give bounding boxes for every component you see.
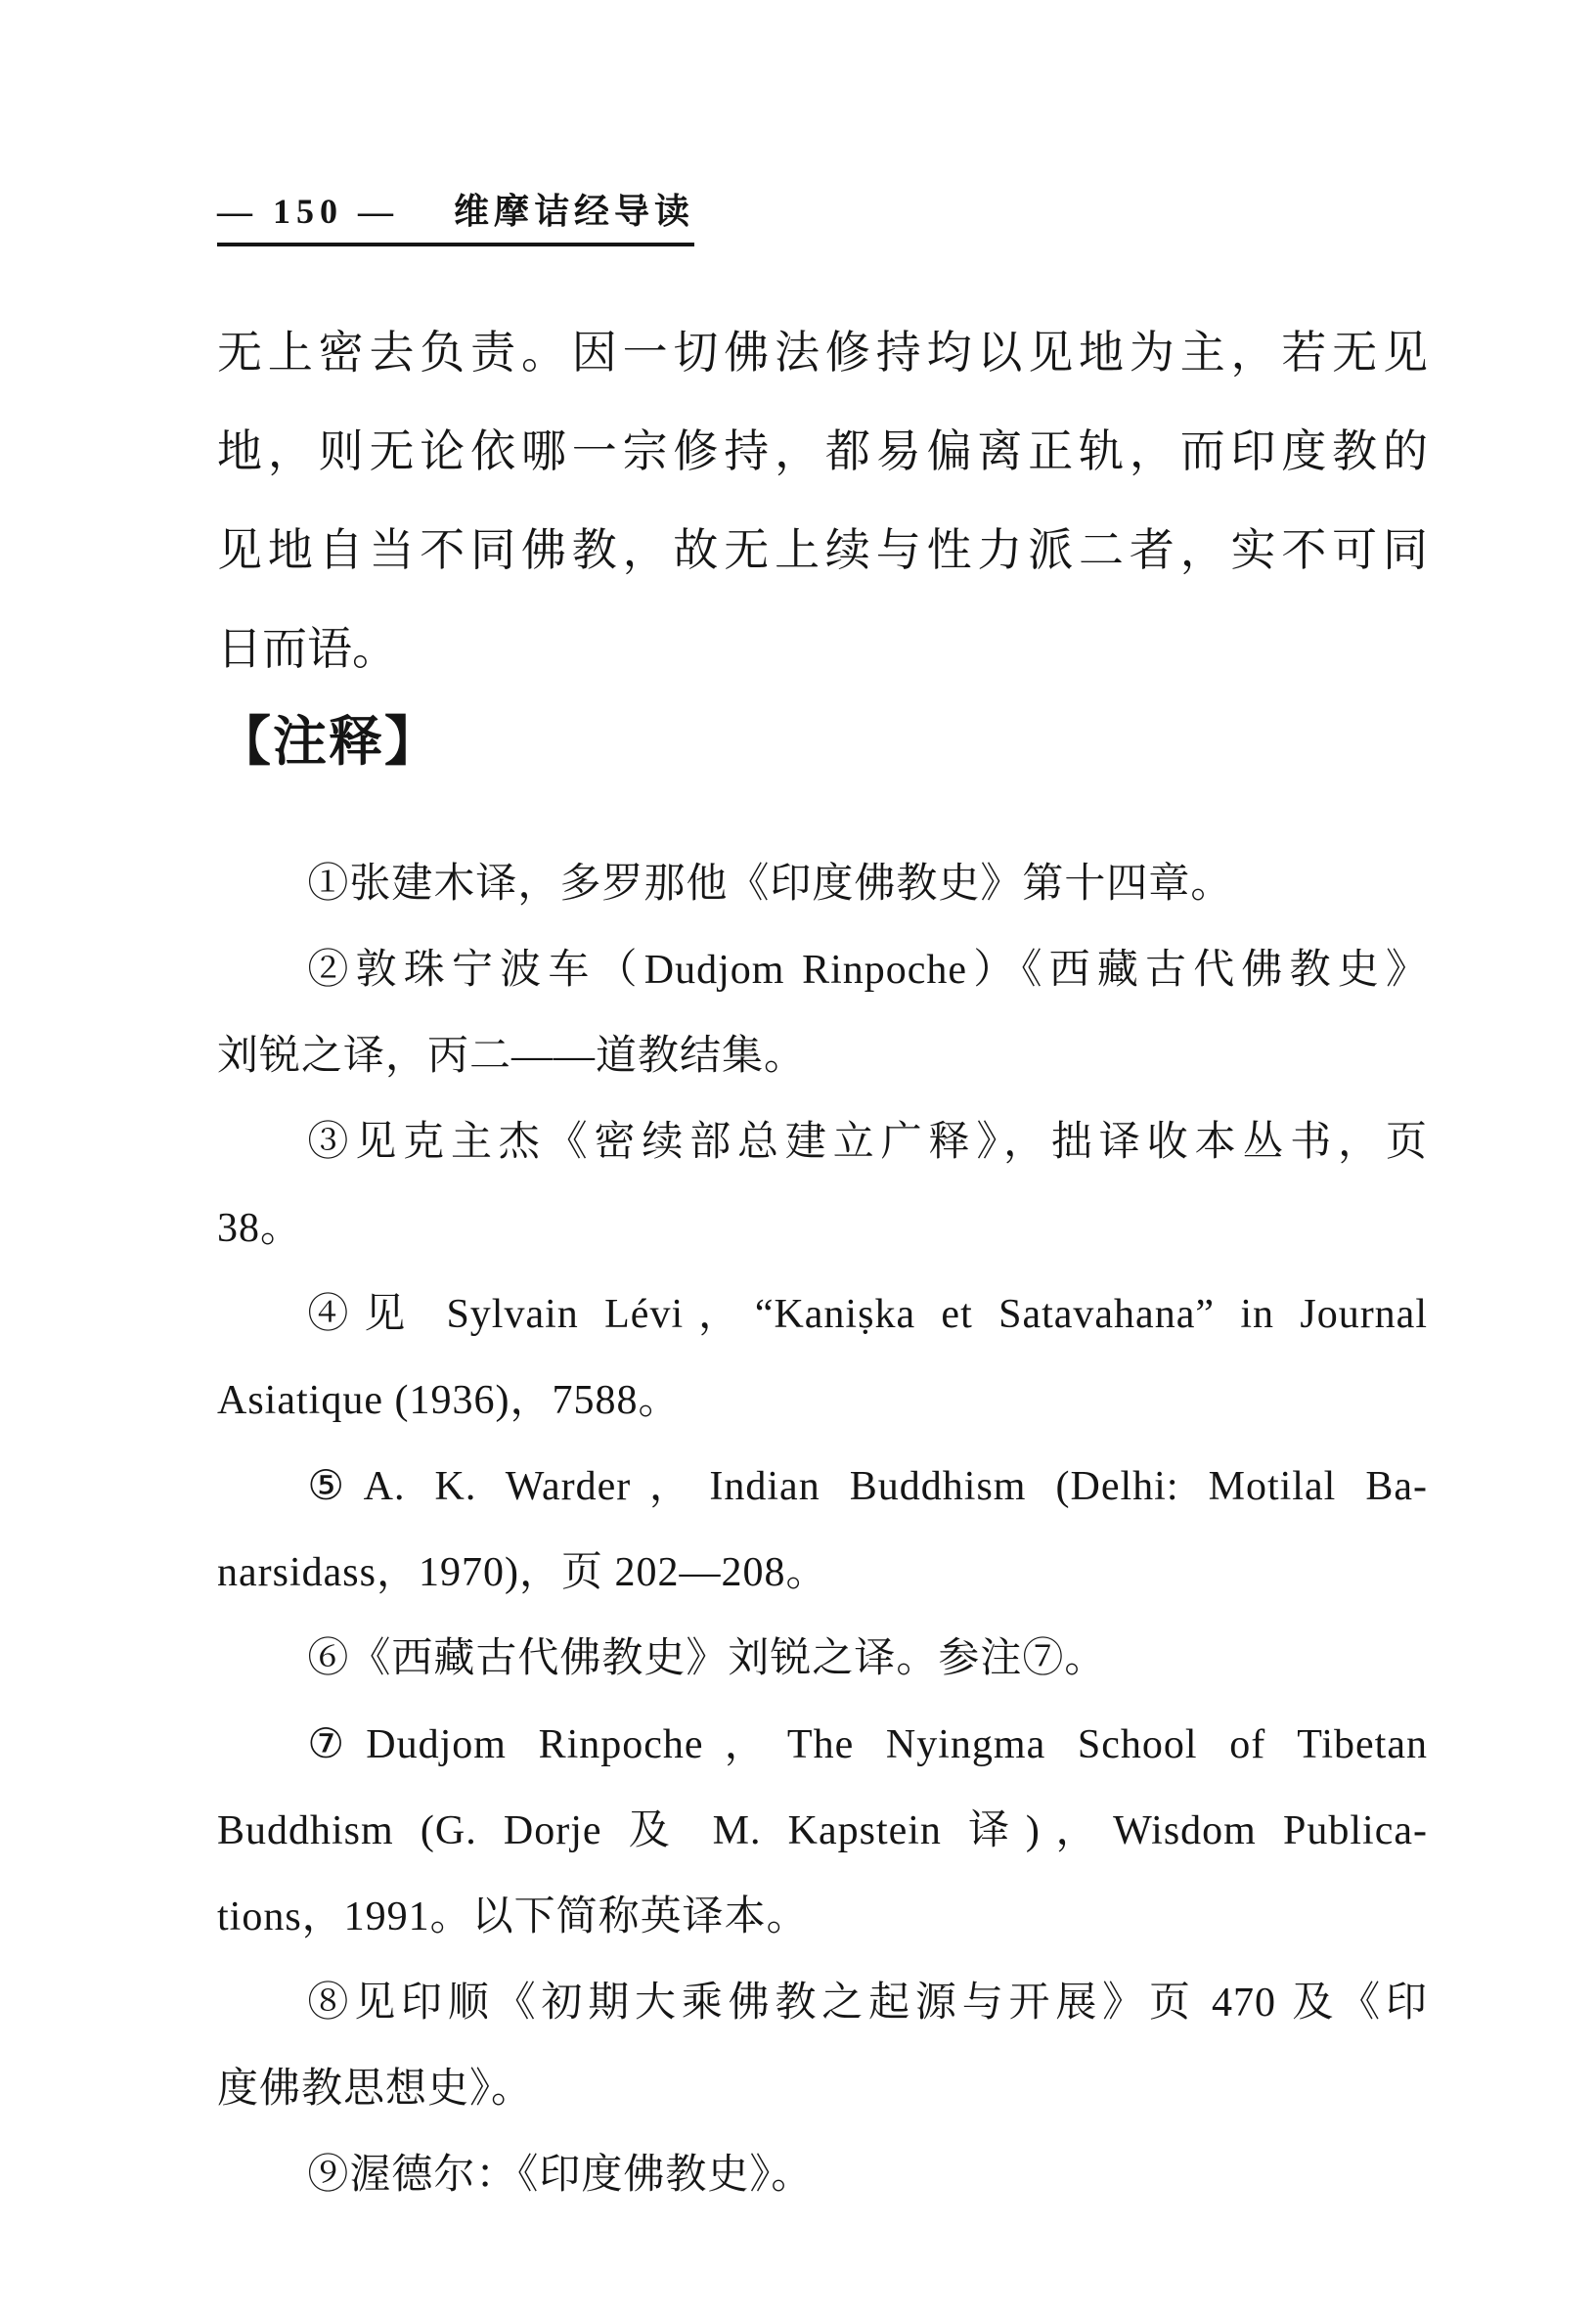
note-line-5-cont: narsidass，1970)，页 202—208。 — [217, 1550, 828, 1595]
note-line-5: ⑤A. K. Warder，Indian Buddhism (Delhi: Motilal Ba- — [307, 1464, 1428, 1509]
page-number-label: — 150 — — [217, 192, 399, 231]
note-line-2: ②敦珠宁波车（Dudjom Rinpoche）《西藏古代佛教史》 — [307, 948, 1428, 993]
notes-section-heading: 【注释】 — [217, 712, 441, 772]
note-line-1: ①张建木译，多罗那他《印度佛教史》第十四章。 — [307, 862, 1233, 907]
note-line-8-cont: 度佛教思想史》。 — [217, 2067, 534, 2112]
paragraph-line: 地，则无论依哪一宗修持，都易偏离正轨，而印度教的 — [217, 426, 1428, 476]
note-line-6: ⑥《西藏古代佛教史》刘锐之译。参注⑦。 — [307, 1636, 1107, 1681]
note-line-2-cont: 刘锐之译，丙二——道教结集。 — [217, 1034, 807, 1079]
note-line-3: ③见克主杰《密续部总建立广释》，拙译收本丛书，页 — [307, 1120, 1428, 1165]
note-line-4: ④见 Sylvain Lévi，“Kaniṣka et Satavahana” in Journal — [307, 1292, 1428, 1337]
paragraph-line: 见地自当不同佛教，故无上续与性力派二者，实不可同 — [217, 525, 1428, 575]
paragraph-line: 日而语。 — [217, 624, 397, 674]
note-line-7-cont2: tions，1991。以下简称英译本。 — [217, 1894, 809, 1939]
paragraph-line: 无上密去负责。因一切佛法修持均以见地为主，若无见 — [217, 328, 1428, 378]
body-paragraph — [217, 303, 1428, 698]
note-line-7-cont: Buddhism (G. Dorje 及 M. Kapstein 译)，Wisdom Publica- — [217, 1808, 1428, 1853]
note-line-9: ⑨渥德尔：《印度佛教史》。 — [307, 2153, 814, 2198]
book-title: 维摩诘经导读 — [454, 192, 695, 231]
note-line-8: ⑧见印顺《初期大乘佛教之起源与开展》页 470 及《印 — [307, 1981, 1428, 2026]
note-line-3-cont: 38。 — [217, 1206, 303, 1251]
running-header — [217, 192, 694, 246]
note-line-4-cont: Asiatique (1936)，7588。 — [217, 1378, 681, 1423]
notes-list — [217, 841, 1428, 2218]
note-line-7: ⑦Dudjom Rinpoche，The Nyingma School of Tibetan — [307, 1722, 1428, 1767]
